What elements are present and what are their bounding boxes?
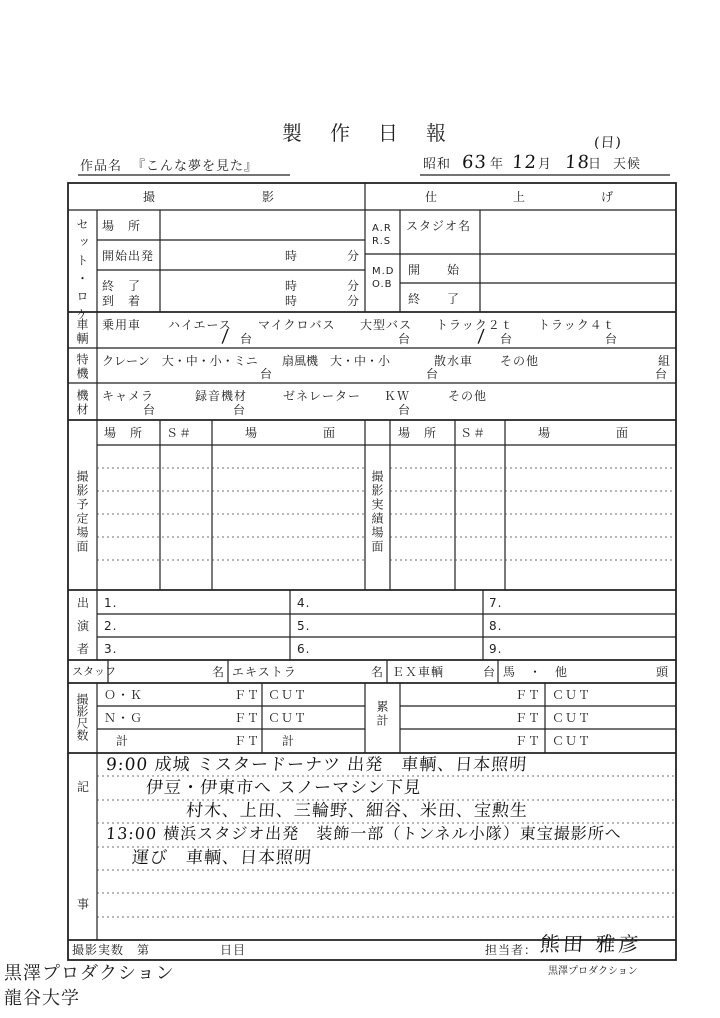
ft-unit: ＦＴ xyxy=(515,711,542,725)
month-label: 月 xyxy=(538,157,553,172)
cast-label-2: 演 xyxy=(77,619,91,633)
plan-sno-header: Ｓ＃ xyxy=(166,426,193,440)
ft-unit: ＦＴ xyxy=(515,734,542,748)
cut-unit: ＣＵＴ xyxy=(268,711,308,725)
horse-label: 馬 ・ 他 xyxy=(503,665,569,679)
note-line: 伊豆・伊東市へ スノーマシン下見 xyxy=(145,778,423,798)
arrive-label: 到 着 xyxy=(102,294,142,308)
ars-label: A.R R.S xyxy=(372,223,392,247)
vehicle-unit: 台 xyxy=(240,332,254,346)
company-label: 黒澤プロダクション xyxy=(548,966,638,977)
note-line: 村木、上田、三輪野、細谷、米田、宝勲生 xyxy=(185,801,529,821)
finishing-heading: 仕 上 げ xyxy=(425,190,624,204)
special-unit: 台 xyxy=(655,367,669,381)
equipment-other: その他 xyxy=(448,389,488,403)
vehicle-unit: 台 xyxy=(398,332,412,346)
ok-label: Ｏ・Ｋ xyxy=(104,688,144,702)
notes-label-2: 事 xyxy=(77,897,91,911)
ft-unit: ＦＴ xyxy=(234,711,261,725)
studio-label: スタジオ名 xyxy=(406,219,472,233)
cut-unit: ＣＵＴ xyxy=(552,734,592,748)
staff-unit: 名 xyxy=(212,665,226,679)
actual-sno-header: Ｓ＃ xyxy=(460,426,487,440)
cast-number: 2. xyxy=(104,619,118,633)
form-title: 製 作 日 報 xyxy=(282,121,450,145)
special-group: 組 xyxy=(658,354,672,368)
film-label: 撮影尺数 xyxy=(75,693,89,741)
cast-number: 6. xyxy=(297,642,311,656)
note-line: 運び 車輌、日本照明 xyxy=(131,848,313,868)
plan-place-header: 場 所 xyxy=(104,426,144,440)
extra-label: エキストラ xyxy=(232,665,297,679)
cast-number: 3. xyxy=(104,642,118,656)
ex-vehicle-unit: 台 xyxy=(483,665,497,679)
ex-vehicle-label: ＥＸ車輌 xyxy=(392,665,445,679)
cast-label-1: 出 xyxy=(77,596,91,610)
start-label: 開始出発 xyxy=(102,249,155,263)
era-label: 昭和 xyxy=(423,157,452,172)
year-label: 年 xyxy=(490,157,505,172)
special-unit: 台 xyxy=(426,367,440,381)
year-handwritten: 63 xyxy=(461,152,488,173)
special-unit: 台 xyxy=(260,367,274,381)
weekday-handwritten: (日) xyxy=(593,135,623,151)
weather-label: 天候 xyxy=(613,157,642,172)
person-label: 担当者： xyxy=(485,943,538,957)
total-label: 計 xyxy=(116,734,130,748)
cast-number: 7. xyxy=(489,596,503,610)
work-title: 『こんな夢を見た』 xyxy=(132,159,259,174)
notes-label-1: 記 xyxy=(77,780,91,794)
actual-place-header: 場 所 xyxy=(398,426,438,440)
vehicle-hiace: ハイエース xyxy=(168,318,232,332)
note-line: 13:00 横浜スタジオ出発 装飾一部（トンネル小隊）東宝撮影所へ xyxy=(105,824,623,843)
end-label: 終 了 xyxy=(102,279,142,293)
cut-unit: ＣＵＴ xyxy=(552,711,592,725)
vehicle-count-handwritten: / xyxy=(477,326,486,347)
watermark-line1: 黒澤プロダクション xyxy=(4,963,175,984)
arrive-minute: 分 xyxy=(347,294,361,308)
extra-unit: 名 xyxy=(371,665,385,679)
cast-label-3: 者 xyxy=(77,642,91,656)
vehicle-truck2: トラック２ｔ xyxy=(436,318,514,332)
equipment-camera: キャメラ xyxy=(102,389,155,403)
work-label: 作品名 xyxy=(80,159,123,174)
ft-unit: ＦＴ xyxy=(234,688,261,702)
cut-unit: ＣＵＴ xyxy=(552,688,592,702)
shooting-heading: 撮 影 xyxy=(143,190,280,204)
cast-number: 1. xyxy=(104,596,118,610)
equipment-kw: ＫＷ xyxy=(384,389,411,403)
vehicle-unit: 台 xyxy=(500,332,514,346)
special-fan: 扇風機 大・中・小 xyxy=(282,354,391,368)
tally-label: 累計 xyxy=(375,700,389,728)
cast-number: 5. xyxy=(297,619,311,633)
month-handwritten: 12 xyxy=(511,152,538,173)
equipment-generator: ゼネレーター xyxy=(283,389,362,403)
plan-scene-header: 場 面 xyxy=(245,426,337,440)
special-label: 特機 xyxy=(75,353,89,381)
kaishi-label: 開 始 xyxy=(408,263,461,277)
vehicle-micro: マイクロバス xyxy=(258,318,336,332)
note-line: 9:00 成城 ミスタードーナツ 出発 車輌、日本照明 xyxy=(105,755,528,775)
cast-number: 9. xyxy=(489,642,503,656)
start-minute: 分 xyxy=(347,249,361,263)
end-minute: 分 xyxy=(347,279,361,293)
ft-unit: ＦＴ xyxy=(234,734,261,748)
days-unit: 日目 xyxy=(220,943,247,957)
vehicle-unit: 台 xyxy=(605,332,619,346)
day-handwritten: 18 xyxy=(564,152,591,173)
vehicle-truck4: トラック４ｔ xyxy=(538,318,616,332)
place-label: 場 所 xyxy=(102,219,142,233)
days-label: 撮影実数 第 xyxy=(72,943,151,957)
set-loc-label: セット・ロケ xyxy=(75,218,89,326)
end-hour: 時 xyxy=(285,279,299,293)
special-other: その他 xyxy=(500,354,540,368)
watermark-line2: 龍谷大学 xyxy=(4,988,80,1009)
shuryo-label: 終 了 xyxy=(408,292,461,306)
equipment-label: 機材 xyxy=(75,389,89,417)
vehicle-bus: 大型バス xyxy=(360,318,413,332)
equipment-unit: 台 xyxy=(398,403,412,417)
equipment-unit: 台 xyxy=(143,403,157,417)
special-crane: クレーン 大・中・小・ミニ xyxy=(102,354,258,368)
vehicle-car: 乗用車 xyxy=(102,318,142,332)
special-sprinkler: 散水車 xyxy=(434,354,474,368)
plan-scenes-label: 撮影予定場面 xyxy=(75,470,89,554)
head-unit: 頭 xyxy=(656,665,670,679)
arrive-hour: 時 xyxy=(285,294,299,308)
cast-number: 4. xyxy=(297,596,311,610)
vehicles-label: 車輌 xyxy=(75,318,89,346)
day-label: 日 xyxy=(588,157,603,172)
vehicle-count-handwritten: / xyxy=(221,326,230,347)
ng-label: Ｎ・Ｇ xyxy=(104,711,144,725)
equipment-recorder: 録音機材 xyxy=(195,389,248,403)
actual-scene-header: 場 面 xyxy=(538,426,630,440)
cut-unit: ＣＵＴ xyxy=(268,688,308,702)
cast-number: 8. xyxy=(489,619,503,633)
actual-scenes-label: 撮影実績場面 xyxy=(370,470,384,554)
ft-unit: ＦＴ xyxy=(515,688,542,702)
equipment-unit: 台 xyxy=(233,403,247,417)
staff-label: スタッフ xyxy=(72,665,116,678)
person-handwritten: 熊田 雅彦 xyxy=(539,932,643,956)
start-hour: 時 xyxy=(285,249,299,263)
total-label: 計 xyxy=(282,734,296,748)
mdob-label: M.D O.B xyxy=(372,266,395,290)
